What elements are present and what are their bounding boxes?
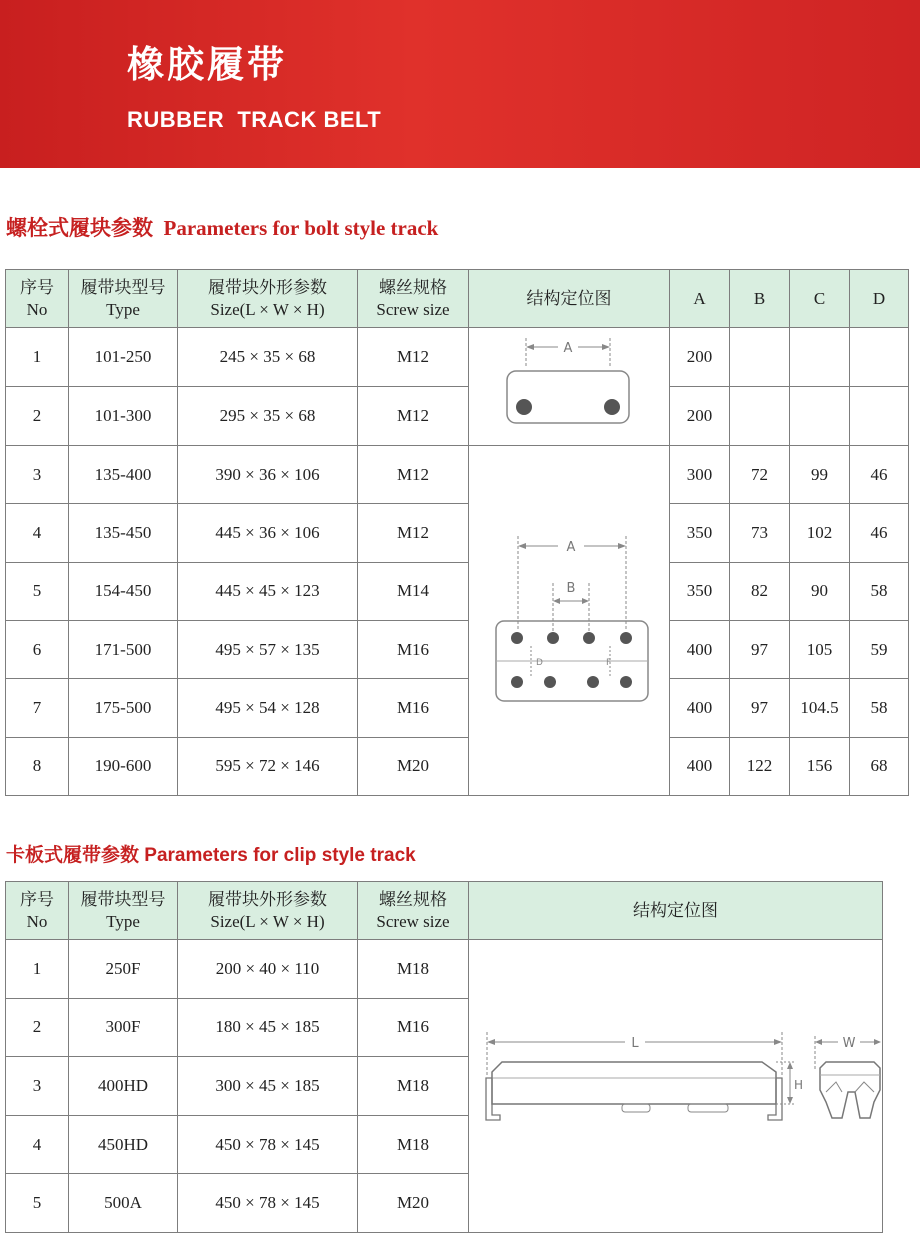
cell-a: 350 xyxy=(670,562,730,620)
cell-screw: M16 xyxy=(358,998,469,1057)
cell-size: 295 × 35 × 68 xyxy=(178,387,358,446)
cell-size: 595 × 72 × 146 xyxy=(178,737,358,795)
cell-d: 46 xyxy=(850,504,909,562)
dimension-w-label: W xyxy=(842,1036,855,1051)
cell-b xyxy=(730,387,790,446)
cell-no: 3 xyxy=(6,1057,69,1116)
cell-size: 300 × 45 × 185 xyxy=(178,1057,358,1116)
cell-screw: M20 xyxy=(358,1174,469,1233)
table-row xyxy=(6,446,909,504)
page-title: 橡胶履带 xyxy=(127,43,287,86)
cell-no: 7 xyxy=(6,679,69,737)
cell-c: 156 xyxy=(790,737,850,795)
page-subtitle: RUBBER TRACK BELT xyxy=(127,107,382,132)
cell-no: 3 xyxy=(6,446,69,504)
cell-type: 171-500 xyxy=(69,620,178,678)
header-c: C xyxy=(790,270,850,328)
cell-c: 105 xyxy=(790,620,850,678)
cell-b: 97 xyxy=(730,620,790,678)
cell-a: 400 xyxy=(670,679,730,737)
cell-size: 450 × 78 × 145 xyxy=(178,1115,358,1174)
clip-spec-table xyxy=(5,881,883,1233)
cell-d: 59 xyxy=(850,620,909,678)
cell-size: 180 × 45 × 185 xyxy=(178,998,358,1057)
cell-size: 390 × 36 × 106 xyxy=(178,446,358,504)
cell-a: 300 xyxy=(670,446,730,504)
header-screw: 螺丝规格 Screw size xyxy=(358,882,469,940)
cell-screw: M16 xyxy=(358,620,469,678)
clip-track-diagram xyxy=(469,940,883,1233)
cell-type: 101-300 xyxy=(69,387,178,446)
cell-screw: M20 xyxy=(358,737,469,795)
dimension-b-label: B xyxy=(566,581,575,596)
cell-type: 500A xyxy=(69,1174,178,1233)
cell-a: 400 xyxy=(670,620,730,678)
cell-type: 450HD xyxy=(69,1115,178,1174)
cell-screw: M16 xyxy=(358,679,469,737)
cell-b: 97 xyxy=(730,679,790,737)
header-no: 序号 No xyxy=(6,270,69,328)
cell-a: 400 xyxy=(670,737,730,795)
cell-a: 350 xyxy=(670,504,730,562)
cell-b: 72 xyxy=(730,446,790,504)
cell-screw: M12 xyxy=(358,328,469,387)
cell-a: 200 xyxy=(670,387,730,446)
cell-type: 190-600 xyxy=(69,737,178,795)
table-row xyxy=(6,737,909,795)
cell-c xyxy=(790,328,850,387)
cell-screw: M14 xyxy=(358,562,469,620)
header-diagram: 结构定位图 xyxy=(469,882,883,940)
table-row xyxy=(6,387,909,446)
cell-d xyxy=(850,387,909,446)
header-size: 履带块外形参数 Size(L × W × H) xyxy=(178,270,358,328)
cell-type: 154-450 xyxy=(69,562,178,620)
cell-b: 122 xyxy=(730,737,790,795)
cell-no: 1 xyxy=(6,940,69,999)
cell-no: 5 xyxy=(6,562,69,620)
header-diagram: 结构定位图 xyxy=(469,270,670,328)
table-row xyxy=(6,679,909,737)
clip-section-title: 卡板式履带参数 Parameters for clip style track xyxy=(6,845,416,866)
table-row xyxy=(6,940,883,999)
table-row xyxy=(6,504,909,562)
header-size: 履带块外形参数 Size(L × W × H) xyxy=(178,882,358,940)
cell-no: 4 xyxy=(6,504,69,562)
cell-screw: M12 xyxy=(358,446,469,504)
cell-type: 101-250 xyxy=(69,328,178,387)
dimension-a-label: A xyxy=(563,341,572,356)
bolt-spec-table xyxy=(5,269,909,796)
table-row xyxy=(6,620,909,678)
cell-size: 245 × 35 × 68 xyxy=(178,328,358,387)
cell-size: 450 × 78 × 145 xyxy=(178,1174,358,1233)
dimension-l-label: L xyxy=(630,1036,639,1051)
cell-no: 4 xyxy=(6,1115,69,1174)
dimension-f-label: F xyxy=(605,658,611,668)
table-header-row xyxy=(6,270,909,328)
cell-size: 445 × 45 × 123 xyxy=(178,562,358,620)
cell-c xyxy=(790,387,850,446)
four-bolt-diagram xyxy=(469,446,670,796)
cell-no: 2 xyxy=(6,998,69,1057)
cell-type: 135-400 xyxy=(69,446,178,504)
dimension-h-label: H xyxy=(793,1078,803,1092)
header-no: 序号 No xyxy=(6,882,69,940)
header-a: A xyxy=(670,270,730,328)
cell-no: 8 xyxy=(6,737,69,795)
header-b: B xyxy=(730,270,790,328)
cell-d: 58 xyxy=(850,562,909,620)
cell-screw: M18 xyxy=(358,1057,469,1116)
cell-screw: M18 xyxy=(358,940,469,999)
cell-type: 250F xyxy=(69,940,178,999)
table-header-row xyxy=(6,882,883,940)
cell-b: 73 xyxy=(730,504,790,562)
header-type: 履带块型号 Type xyxy=(69,882,178,940)
cell-type: 300F xyxy=(69,998,178,1057)
cell-screw: M12 xyxy=(358,504,469,562)
cell-c: 90 xyxy=(790,562,850,620)
header-d: D xyxy=(850,270,909,328)
four-bolt-diagram-svg xyxy=(470,446,669,790)
cell-size: 445 × 36 × 106 xyxy=(178,504,358,562)
bolt-section-title: 螺栓式履块参数 Parameters for bolt style track xyxy=(6,216,439,240)
cell-type: 135-450 xyxy=(69,504,178,562)
cell-screw: M12 xyxy=(358,387,469,446)
cell-d: 46 xyxy=(850,446,909,504)
header-screw: 螺丝规格 Screw size xyxy=(358,270,469,328)
dimension-a-label: A xyxy=(566,540,575,555)
header-type: 履带块型号 Type xyxy=(69,270,178,328)
cell-type: 400HD xyxy=(69,1057,178,1116)
two-bolt-diagram xyxy=(469,328,670,446)
cell-c: 104.5 xyxy=(790,679,850,737)
cell-b xyxy=(730,328,790,387)
header-banner xyxy=(0,0,920,168)
cell-no: 2 xyxy=(6,387,69,446)
cell-d: 58 xyxy=(850,679,909,737)
cell-screw: M18 xyxy=(358,1115,469,1174)
cell-size: 200 × 40 × 110 xyxy=(178,940,358,999)
table-row xyxy=(6,562,909,620)
cell-d: 68 xyxy=(850,737,909,795)
two-bolt-diagram-svg xyxy=(470,328,669,440)
cell-no: 1 xyxy=(6,328,69,387)
cell-d xyxy=(850,328,909,387)
cell-a: 200 xyxy=(670,328,730,387)
cell-c: 99 xyxy=(790,446,850,504)
cell-no: 6 xyxy=(6,620,69,678)
cell-no: 5 xyxy=(6,1174,69,1233)
dimension-d-label: D xyxy=(535,658,543,668)
clip-track-diagram-svg xyxy=(470,940,882,1227)
cell-size: 495 × 54 × 128 xyxy=(178,679,358,737)
table-row xyxy=(6,328,909,387)
cell-c: 102 xyxy=(790,504,850,562)
cell-size: 495 × 57 × 135 xyxy=(178,620,358,678)
cell-type: 175-500 xyxy=(69,679,178,737)
cell-b: 82 xyxy=(730,562,790,620)
